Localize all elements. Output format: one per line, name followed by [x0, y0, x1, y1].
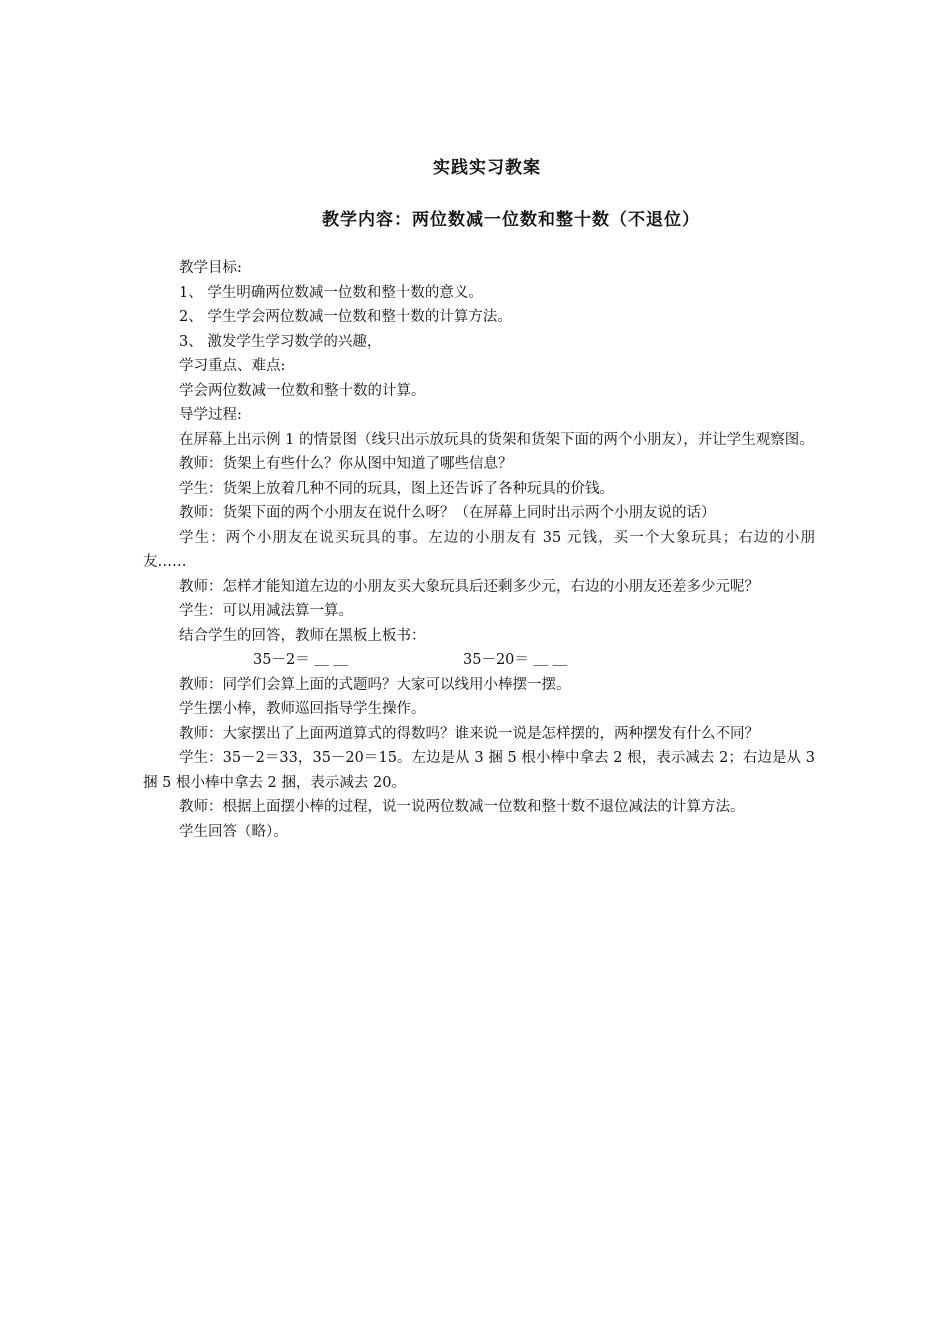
paragraph: 学生摆小棒，教师巡回指导学生操作。 [179, 701, 426, 717]
paragraph: 教师：怎样才能知道左边的小朋友买大象玩具后还剩多少元，右边的小朋友还差多少元呢？ [179, 578, 759, 595]
paragraph: 在屏幕上出示例 1 的情景图（线只出示放玩具的货架和货架下面的两个小朋友），并让学生观察图。 [179, 431, 814, 448]
paragraph: 教师：大家摆出了上面两道算式的得数吗？谁来说一说是怎样摆的，两种摆发有什么不同？ [179, 725, 759, 742]
paragraph: 学生：可以用减法算一算。 [179, 603, 353, 619]
equation: 35－2＝ ＿ ＿ [253, 652, 348, 668]
document-subtitle: 教学内容：两位数减一位数和整十数（不退位） [322, 210, 700, 230]
equation: 35－20＝ ＿ ＿ [463, 652, 568, 668]
paragraph: 1、 学生明确两位数减一位数和整十数的意义。 [179, 284, 483, 301]
document-body [143, 256, 815, 844]
paragraph: 学生回答（略）。 [179, 823, 288, 840]
paragraph: 学生：两个小朋友在说买玩具的事。左边的小朋友有 35 元钱，买一个大象玩具；右边的小朋友…… [143, 529, 815, 570]
paragraph: 结合学生的回答，教师在黑板上板书： [179, 627, 426, 644]
paragraph: 教师：根据上面摆小棒的过程，说一说两位数减一位数和整十数不退位减法的计算方法。 [179, 799, 745, 815]
paragraph: 教师：同学们会算上面的式题吗？大家可以线用小棒摆一摆。 [179, 676, 571, 693]
paragraph: 学生：货架上放着几种不同的玩具，图上还告诉了各种玩具的价钱。 [179, 480, 614, 497]
paragraph: 学生：35－2＝33，35－20＝15。左边是从 3 捆 5 根小棒中拿去 2 根，表示减去 2；右边是从 3 捆 5 根小棒中拿去 2 捆，表示减去 20。 [143, 750, 815, 791]
paragraph: 教学目标: [179, 260, 242, 276]
paragraph: 教师：货架下面的两个小朋友在说什么呀？（在屏幕上同时出示两个小朋友说的话） [179, 505, 716, 521]
paragraph: 3、 激发学生学习数学的兴趣， [179, 333, 382, 350]
paragraph: 学习重点、难点: [179, 358, 286, 374]
equation-row [143, 648, 815, 673]
paragraph: 导学过程: [179, 407, 242, 423]
paragraph: 2、 学生学会两位数减一位数和整十数的计算方法。 [179, 309, 512, 325]
paragraph: 教师：货架上有些什么？你从图中知道了哪些信息？ [179, 456, 513, 472]
document-title: 实践实习教案 [433, 158, 541, 178]
paragraph: 学会两位数减一位数和整十数的计算。 [179, 382, 426, 399]
